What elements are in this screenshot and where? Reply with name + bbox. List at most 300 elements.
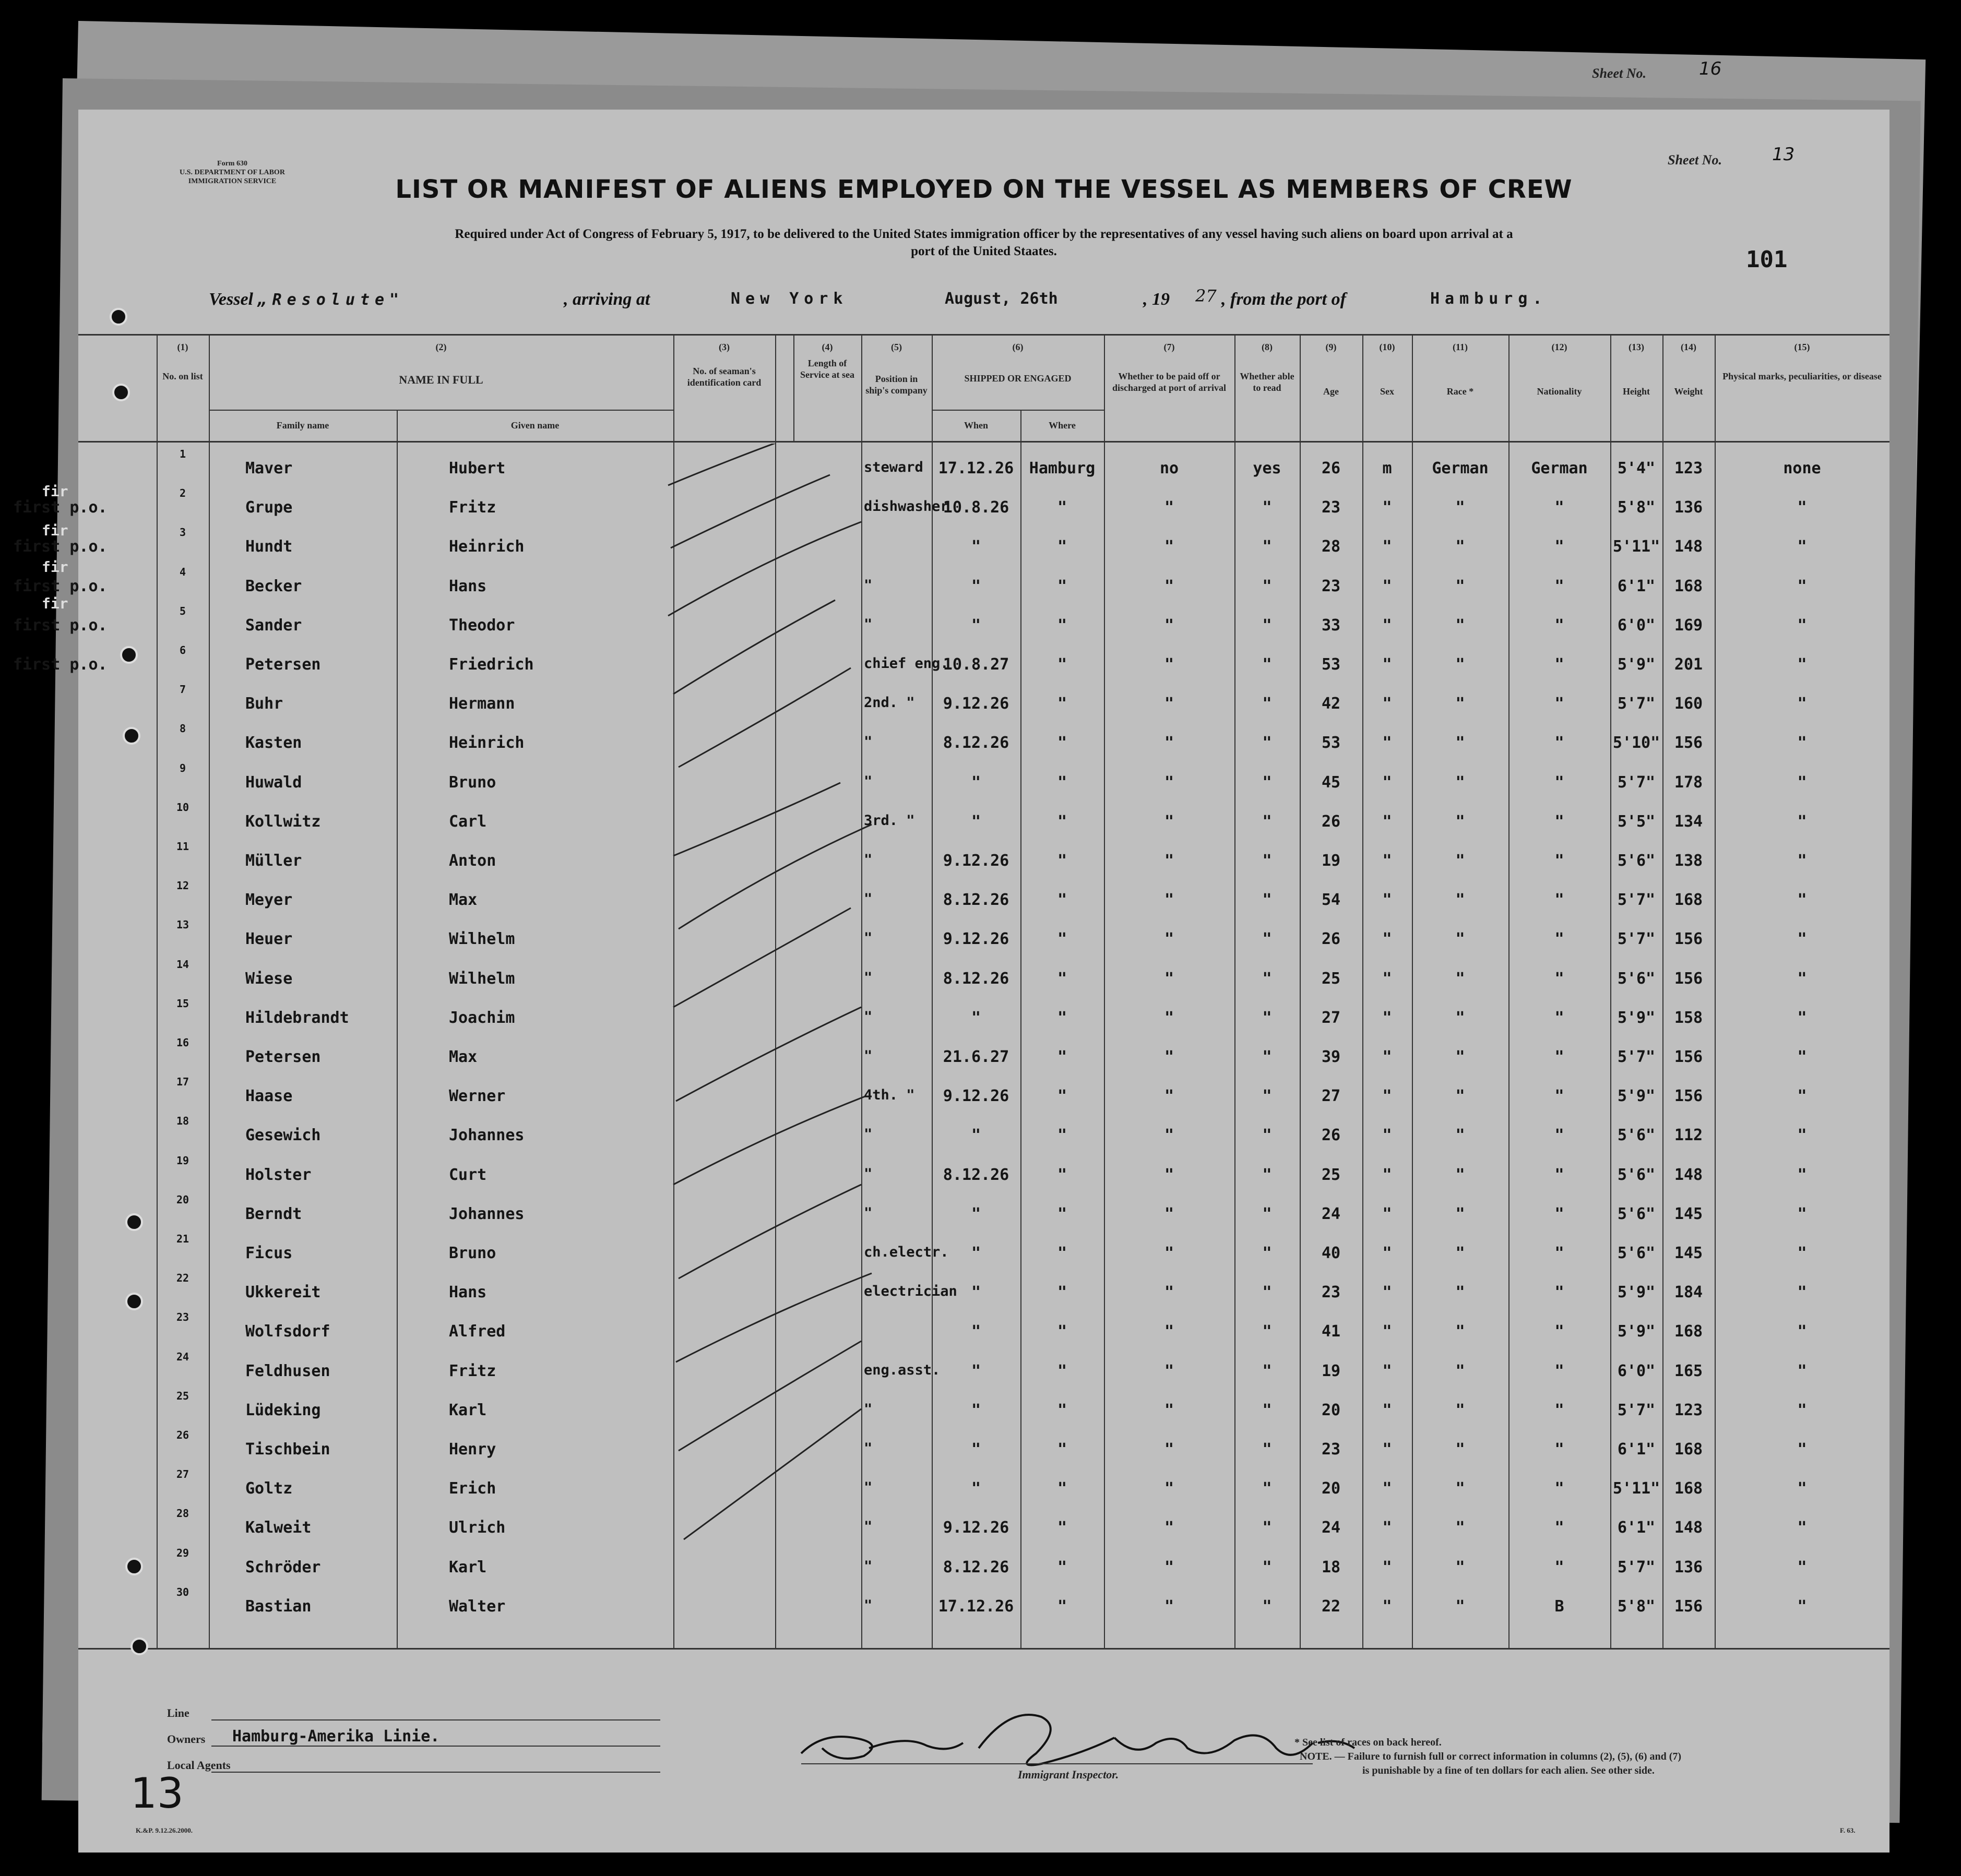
cell-height: 5'8" bbox=[1617, 1597, 1656, 1616]
cell-weight: 145 bbox=[1674, 1244, 1703, 1262]
cell-family: Tischbein bbox=[245, 1440, 330, 1459]
cell-family: Wiese bbox=[245, 969, 293, 988]
cell-when: 8.12.26 bbox=[943, 1165, 1009, 1184]
cell-height: 5'7" bbox=[1617, 891, 1656, 910]
vessel-line bbox=[209, 290, 404, 309]
cell-family: Schröder bbox=[245, 1558, 321, 1576]
cell-height: 5'9" bbox=[1617, 1087, 1656, 1106]
cell-sex: " bbox=[1382, 1361, 1392, 1380]
cell-given: Wilhelm bbox=[449, 930, 515, 949]
cell-race: " bbox=[1455, 1087, 1465, 1106]
cell-position: " bbox=[864, 1519, 873, 1535]
cell-position: " bbox=[864, 852, 873, 868]
cell-nationality: " bbox=[1554, 1008, 1564, 1027]
cell-nationality: B bbox=[1554, 1597, 1564, 1616]
cell-race: " bbox=[1455, 1361, 1465, 1380]
cell-no: 8 bbox=[179, 722, 186, 735]
cell-given: Karl bbox=[449, 1558, 487, 1576]
sheet-no-label: Sheet No. bbox=[1668, 152, 1722, 168]
cell-given: Erich bbox=[449, 1479, 496, 1498]
cell-age: 22 bbox=[1321, 1597, 1341, 1616]
cell-age: 23 bbox=[1321, 1440, 1341, 1459]
cell-read: " bbox=[1262, 1165, 1272, 1184]
cell-when: 9.12.26 bbox=[943, 1087, 1009, 1106]
cell-nationality: " bbox=[1554, 930, 1564, 949]
cell-marks: " bbox=[1797, 891, 1807, 910]
cell-no: 18 bbox=[176, 1115, 189, 1128]
cell-paid: " bbox=[1164, 1244, 1174, 1262]
cell-race: " bbox=[1455, 852, 1465, 870]
cell-height: 5'9" bbox=[1617, 1008, 1656, 1027]
cell-height: 5'6" bbox=[1617, 1126, 1656, 1145]
cell-family: Berndt bbox=[245, 1204, 302, 1223]
service-name: IMMIGRATION SERVICE bbox=[188, 177, 277, 185]
cell-read: " bbox=[1262, 773, 1272, 792]
cell-paid: " bbox=[1164, 498, 1174, 517]
cell-marks: " bbox=[1797, 1165, 1807, 1184]
cell-position: " bbox=[864, 1048, 873, 1064]
cell-given: Henry bbox=[449, 1440, 496, 1459]
margin-note: first p.o. bbox=[13, 577, 108, 595]
cell-height: 6'0" bbox=[1617, 1361, 1656, 1380]
cell-weight: 112 bbox=[1674, 1126, 1703, 1145]
cell-height: 5'6" bbox=[1617, 852, 1656, 870]
cell-read: " bbox=[1262, 1440, 1272, 1459]
cell-family: Meyer bbox=[245, 891, 293, 910]
cell-no: 20 bbox=[176, 1193, 189, 1206]
cell-nationality: " bbox=[1554, 1479, 1564, 1498]
table-bottom-rule bbox=[78, 1648, 1889, 1650]
cell-paid: " bbox=[1164, 1008, 1174, 1027]
cell-age: 26 bbox=[1321, 930, 1341, 949]
cell-age: 45 bbox=[1321, 773, 1341, 792]
cell-where: " bbox=[1057, 1126, 1067, 1145]
col7-label: Whether to be paid off or discharged at port of arrival bbox=[1112, 371, 1226, 393]
cell-paid: " bbox=[1164, 1597, 1174, 1616]
cell-marks: " bbox=[1797, 1361, 1807, 1380]
cell-age: 19 bbox=[1321, 1361, 1341, 1380]
cell-marks: " bbox=[1797, 1558, 1807, 1576]
cell-family: Petersen bbox=[245, 655, 321, 674]
cell-weight: 168 bbox=[1674, 891, 1703, 910]
cell-position: " bbox=[864, 930, 873, 947]
cell-no: 27 bbox=[176, 1468, 189, 1481]
cell-race: " bbox=[1455, 1322, 1465, 1341]
cell-position: " bbox=[864, 616, 873, 632]
col6-label: SHIPPED OR ENGAGED bbox=[964, 373, 1072, 384]
cell-weight: 123 bbox=[1674, 1401, 1703, 1419]
cell-height: 5'6" bbox=[1617, 1244, 1656, 1262]
cell-height: 5'7" bbox=[1617, 695, 1656, 713]
cell-paid: " bbox=[1164, 1165, 1174, 1184]
col14-num: (14) bbox=[1681, 342, 1696, 352]
punch-hole bbox=[125, 1293, 143, 1310]
cell-sex: " bbox=[1382, 1087, 1392, 1106]
cell-family: Müller bbox=[245, 852, 302, 870]
cell-given: Johannes bbox=[449, 1204, 525, 1223]
cell-weight: 123 bbox=[1674, 459, 1703, 477]
cell-sex: " bbox=[1382, 1126, 1392, 1145]
cell-marks: " bbox=[1797, 773, 1807, 792]
punch-hole bbox=[130, 1638, 148, 1655]
cell-race: " bbox=[1455, 969, 1465, 988]
cell-race: " bbox=[1455, 1479, 1465, 1498]
cell-race: " bbox=[1455, 1244, 1465, 1262]
cell-read: " bbox=[1262, 1204, 1272, 1223]
cell-paid: " bbox=[1164, 655, 1174, 674]
cell-age: 53 bbox=[1321, 655, 1341, 674]
cell-given: Anton bbox=[449, 852, 496, 870]
col15-num: (15) bbox=[1794, 342, 1810, 352]
cell-when: 8.12.26 bbox=[943, 969, 1009, 988]
cell-marks: " bbox=[1797, 969, 1807, 988]
cell-read: " bbox=[1262, 734, 1272, 752]
cell-where: " bbox=[1057, 1204, 1067, 1223]
cell-nationality: " bbox=[1554, 1087, 1564, 1106]
cell-position: ch.electr. bbox=[864, 1244, 949, 1260]
cell-race: " bbox=[1455, 773, 1465, 792]
cell-read: " bbox=[1262, 1361, 1272, 1380]
cell-where: " bbox=[1057, 1283, 1067, 1302]
cell-position: " bbox=[864, 577, 873, 593]
cell-paid: " bbox=[1164, 891, 1174, 910]
cell-family: Sander bbox=[245, 616, 302, 635]
cell-where: " bbox=[1057, 498, 1067, 517]
cell-sex: " bbox=[1382, 969, 1392, 988]
cell-paid: " bbox=[1164, 1048, 1174, 1066]
cell-where: " bbox=[1057, 1244, 1067, 1262]
cell-given: Max bbox=[449, 891, 478, 910]
cell-weight: 160 bbox=[1674, 695, 1703, 713]
cell-no: 14 bbox=[176, 958, 189, 971]
cell-race: German bbox=[1432, 459, 1489, 477]
cell-marks: " bbox=[1797, 1204, 1807, 1223]
cell-weight: 178 bbox=[1674, 773, 1703, 792]
cell-no: 19 bbox=[176, 1154, 189, 1167]
cell-given: Hans bbox=[449, 577, 487, 595]
cell-marks: " bbox=[1797, 1479, 1807, 1498]
cell-family: Holster bbox=[245, 1165, 312, 1184]
cell-family: Hildebrandt bbox=[245, 1008, 349, 1027]
cell-weight: 201 bbox=[1674, 655, 1703, 674]
cell-read: " bbox=[1262, 1283, 1272, 1302]
cell-marks: " bbox=[1797, 1597, 1807, 1616]
cell-family: Heuer bbox=[245, 930, 293, 949]
cell-age: 26 bbox=[1321, 459, 1341, 477]
cell-read: " bbox=[1262, 537, 1272, 556]
edge-note: fir bbox=[42, 595, 68, 612]
cell-no: 30 bbox=[176, 1585, 189, 1598]
cell-marks: " bbox=[1797, 1126, 1807, 1145]
cell-given: Karl bbox=[449, 1401, 487, 1419]
punch-hole bbox=[110, 308, 127, 326]
cell-paid: " bbox=[1164, 1440, 1174, 1459]
cell-weight: 156 bbox=[1674, 1087, 1703, 1106]
cell-sex: " bbox=[1382, 1479, 1392, 1498]
cell-weight: 138 bbox=[1674, 852, 1703, 870]
cell-family: Wolfsdorf bbox=[245, 1322, 330, 1341]
cell-where: " bbox=[1057, 695, 1067, 713]
cell-read: " bbox=[1262, 891, 1272, 910]
cell-nationality: " bbox=[1554, 1204, 1564, 1223]
cell-position: 3rd. " bbox=[864, 812, 915, 829]
cell-nationality: " bbox=[1554, 773, 1564, 792]
cell-position: " bbox=[864, 1597, 873, 1614]
cell-no: 11 bbox=[176, 840, 189, 853]
margin-note: first p.o. bbox=[13, 616, 108, 635]
cell-age: 25 bbox=[1321, 969, 1341, 988]
cell-no: 3 bbox=[179, 526, 186, 539]
cell-where: " bbox=[1057, 1440, 1067, 1459]
manifest-sheet bbox=[13, 110, 1889, 1853]
cell-height: 5'6" bbox=[1617, 1165, 1656, 1184]
cell-when: 10.8.27 bbox=[943, 655, 1009, 674]
cell-position: 4th. " bbox=[864, 1087, 915, 1104]
cell-family: Lüdeking bbox=[245, 1401, 321, 1419]
cell-marks: " bbox=[1797, 734, 1807, 752]
cell-position: chief eng. bbox=[864, 655, 949, 672]
cell-race: " bbox=[1455, 655, 1465, 674]
cell-sex: " bbox=[1382, 734, 1392, 752]
cell-paid: " bbox=[1164, 812, 1174, 831]
cell-nationality: " bbox=[1554, 1126, 1564, 1145]
cell-read: " bbox=[1262, 1322, 1272, 1341]
cell-read: " bbox=[1262, 577, 1272, 595]
cell-where: " bbox=[1057, 1519, 1067, 1537]
cell-height: 5'6" bbox=[1617, 1204, 1656, 1223]
cell-race: " bbox=[1455, 577, 1465, 595]
col2-num: (2) bbox=[435, 342, 447, 352]
cell-no: 26 bbox=[176, 1429, 189, 1441]
cell-no: 6 bbox=[179, 644, 186, 656]
cell-nationality: " bbox=[1554, 655, 1564, 674]
cell-sex: " bbox=[1382, 1244, 1392, 1262]
cell-given: Ulrich bbox=[449, 1519, 506, 1537]
col-rule bbox=[1020, 410, 1021, 1649]
cell-nationality: " bbox=[1554, 537, 1564, 556]
col3-label: No. of seaman's identification card bbox=[687, 366, 762, 388]
cell-age: 41 bbox=[1321, 1322, 1341, 1341]
form-number: Form 630 bbox=[217, 160, 247, 168]
local-agents-label: Local Agents bbox=[167, 1759, 231, 1772]
cell-position: " bbox=[864, 891, 873, 907]
col6-num: (6) bbox=[1012, 342, 1024, 352]
cell-paid: " bbox=[1164, 1087, 1174, 1106]
cell-family: Kollwitz bbox=[245, 812, 321, 831]
inspector-signature bbox=[791, 1686, 1375, 1779]
cell-family: Buhr bbox=[245, 695, 283, 713]
cell-marks: " bbox=[1797, 1322, 1807, 1341]
cell-nationality: " bbox=[1554, 1322, 1564, 1341]
punch-hole bbox=[123, 727, 140, 745]
cell-no: 13 bbox=[176, 918, 189, 931]
cell-family: Gesewich bbox=[245, 1126, 321, 1145]
cell-when: " bbox=[971, 577, 981, 595]
cell-nationality: " bbox=[1554, 812, 1564, 831]
owners-rule bbox=[211, 1746, 660, 1747]
cell-when: 9.12.26 bbox=[943, 852, 1009, 870]
cell-race: " bbox=[1455, 537, 1465, 556]
cell-age: 20 bbox=[1321, 1401, 1341, 1419]
handwritten-number: 13 bbox=[130, 1769, 184, 1818]
col12-label: Nationality bbox=[1537, 386, 1582, 397]
cell-paid: " bbox=[1164, 734, 1174, 752]
form-code: F. 63. bbox=[1840, 1826, 1856, 1834]
form-title: LIST OR MANIFEST OF ALIENS EMPLOYED ON THE VESSEL AS MEMBERS OF CREW bbox=[395, 175, 1573, 204]
col8-label: Whether able to read bbox=[1240, 371, 1294, 393]
cell-age: 26 bbox=[1321, 1126, 1341, 1145]
cell-weight: 168 bbox=[1674, 1479, 1703, 1498]
cell-where: " bbox=[1057, 1322, 1067, 1341]
cell-sex: " bbox=[1382, 773, 1392, 792]
back-sheet-no: 16 bbox=[1699, 58, 1722, 79]
cell-race: " bbox=[1455, 616, 1465, 635]
owners-value: Hamburg-Amerika Linie. bbox=[232, 1727, 440, 1746]
cell-weight: 156 bbox=[1674, 1048, 1703, 1066]
departure-port: Hamburg. bbox=[1430, 290, 1548, 308]
cell-where: " bbox=[1057, 1008, 1067, 1027]
cell-age: 23 bbox=[1321, 498, 1341, 517]
cell-weight: 145 bbox=[1674, 1204, 1703, 1223]
cell-position: eng.asst. bbox=[864, 1361, 941, 1378]
cell-paid: " bbox=[1164, 930, 1174, 949]
cell-weight: 148 bbox=[1674, 1165, 1703, 1184]
cell-height: 5'11" bbox=[1612, 1479, 1660, 1498]
cell-marks: " bbox=[1797, 1440, 1807, 1459]
cell-race: " bbox=[1455, 891, 1465, 910]
cell-given: Heinrich bbox=[449, 734, 525, 752]
cell-position: " bbox=[864, 1401, 873, 1417]
cell-nationality: " bbox=[1554, 577, 1564, 595]
sheet-no: 13 bbox=[1772, 144, 1795, 165]
cell-height: 5'11" bbox=[1612, 537, 1660, 556]
cell-race: " bbox=[1455, 1440, 1465, 1459]
cell-position: dishwasher bbox=[864, 498, 949, 515]
cell-marks: " bbox=[1797, 616, 1807, 635]
cell-race: " bbox=[1455, 812, 1465, 831]
cell-read: " bbox=[1262, 695, 1272, 713]
cell-read: " bbox=[1262, 616, 1272, 635]
form-subtitle-2: port of the United Staates. bbox=[911, 244, 1057, 258]
col10-label: Sex bbox=[1380, 386, 1394, 397]
cell-where: " bbox=[1057, 969, 1067, 988]
cell-no: 5 bbox=[179, 604, 186, 617]
cell-no: 10 bbox=[176, 800, 189, 814]
cell-weight: 168 bbox=[1674, 577, 1703, 595]
cell-where: " bbox=[1057, 1558, 1067, 1576]
from-port-label: , from the port of bbox=[1221, 290, 1346, 309]
cell-family: Hundt bbox=[245, 537, 293, 556]
department-name: U.S. DEPARTMENT OF LABOR bbox=[180, 169, 285, 176]
col12-num: (12) bbox=[1551, 342, 1567, 352]
cell-position: " bbox=[864, 1440, 873, 1456]
table-header-rule bbox=[78, 441, 1889, 443]
cell-height: 5'6" bbox=[1617, 969, 1656, 988]
name-subheader-rule bbox=[209, 410, 673, 411]
engaged-subheader-rule bbox=[932, 410, 1104, 411]
cell-given: Alfred bbox=[449, 1322, 506, 1341]
cell-when: " bbox=[971, 1361, 981, 1380]
cell-marks: " bbox=[1797, 930, 1807, 949]
cell-paid: " bbox=[1164, 1558, 1174, 1576]
cell-sex: " bbox=[1382, 1558, 1392, 1576]
cell-when: " bbox=[971, 812, 981, 831]
cell-family: Feldhusen bbox=[245, 1361, 330, 1380]
cell-paid: no bbox=[1159, 459, 1179, 477]
cell-sex: " bbox=[1382, 1283, 1392, 1302]
cell-nationality: " bbox=[1554, 498, 1564, 517]
cell-no: 21 bbox=[176, 1233, 189, 1245]
cell-read: " bbox=[1262, 655, 1272, 674]
cell-age: 18 bbox=[1321, 1558, 1341, 1576]
col6-when: When bbox=[964, 420, 988, 431]
cell-position: steward bbox=[864, 459, 923, 475]
cell-race: " bbox=[1455, 1519, 1465, 1537]
cell-sex: " bbox=[1382, 812, 1392, 831]
col13-label: Height bbox=[1623, 386, 1650, 397]
cell-height: 6'0" bbox=[1617, 616, 1656, 635]
cell-given: Walter bbox=[449, 1597, 506, 1616]
cell-nationality: " bbox=[1554, 891, 1564, 910]
cell-given: Joachim bbox=[449, 1008, 515, 1027]
cell-marks: none bbox=[1783, 459, 1821, 477]
cell-read: " bbox=[1262, 930, 1272, 949]
cell-given: Fritz bbox=[449, 498, 496, 517]
cell-when: 9.12.26 bbox=[943, 1519, 1009, 1537]
cell-where: " bbox=[1057, 616, 1067, 635]
cell-position: " bbox=[864, 969, 873, 986]
back-sheet-no-label: Sheet No. bbox=[1592, 66, 1646, 81]
cell-where: " bbox=[1057, 1361, 1067, 1380]
col11-label: Race * bbox=[1446, 386, 1474, 397]
cell-marks: " bbox=[1797, 537, 1807, 556]
cell-read: " bbox=[1262, 852, 1272, 870]
cell-marks: " bbox=[1797, 1244, 1807, 1262]
cell-paid: " bbox=[1164, 616, 1174, 635]
cell-when: " bbox=[971, 1126, 981, 1145]
cell-position: electrician bbox=[864, 1283, 957, 1300]
punch-hole bbox=[125, 1213, 143, 1231]
cell-when: 8.12.26 bbox=[943, 891, 1009, 910]
cell-when: " bbox=[971, 616, 981, 635]
cell-sex: " bbox=[1382, 852, 1392, 870]
cell-height: 5'9" bbox=[1617, 655, 1656, 674]
cell-weight: 158 bbox=[1674, 1008, 1703, 1027]
cell-height: 5'4" bbox=[1617, 459, 1656, 477]
col15-label: Physical marks, peculiarities, or disease bbox=[1722, 371, 1882, 381]
cell-paid: " bbox=[1164, 1401, 1174, 1419]
cell-read: yes bbox=[1253, 459, 1281, 477]
punch-hole bbox=[112, 384, 130, 401]
cell-nationality: " bbox=[1554, 1558, 1564, 1576]
cell-when: " bbox=[971, 1479, 981, 1498]
cell-no: 1 bbox=[179, 448, 186, 460]
cell-when: " bbox=[971, 1440, 981, 1459]
cell-given: Bruno bbox=[449, 1244, 496, 1262]
col2-label: NAME IN FULL bbox=[399, 373, 483, 386]
form-subtitle: Required under Act of Congress of February 5, 1917, to be delivered to the United States immigration officer by the representatives of any vessel having such aliens on board upon arrival at a bbox=[455, 227, 1513, 241]
cell-family: Haase bbox=[245, 1087, 293, 1106]
line-label: Line bbox=[167, 1706, 189, 1719]
cell-race: " bbox=[1455, 1597, 1465, 1616]
cell-when: " bbox=[971, 1204, 981, 1223]
agents-rule bbox=[211, 1772, 660, 1773]
cell-position: " bbox=[864, 1165, 873, 1182]
cell-age: 28 bbox=[1321, 537, 1341, 556]
cell-given: Max bbox=[449, 1048, 478, 1066]
cell-position: " bbox=[864, 1479, 873, 1496]
edge-note: fir bbox=[42, 558, 68, 576]
